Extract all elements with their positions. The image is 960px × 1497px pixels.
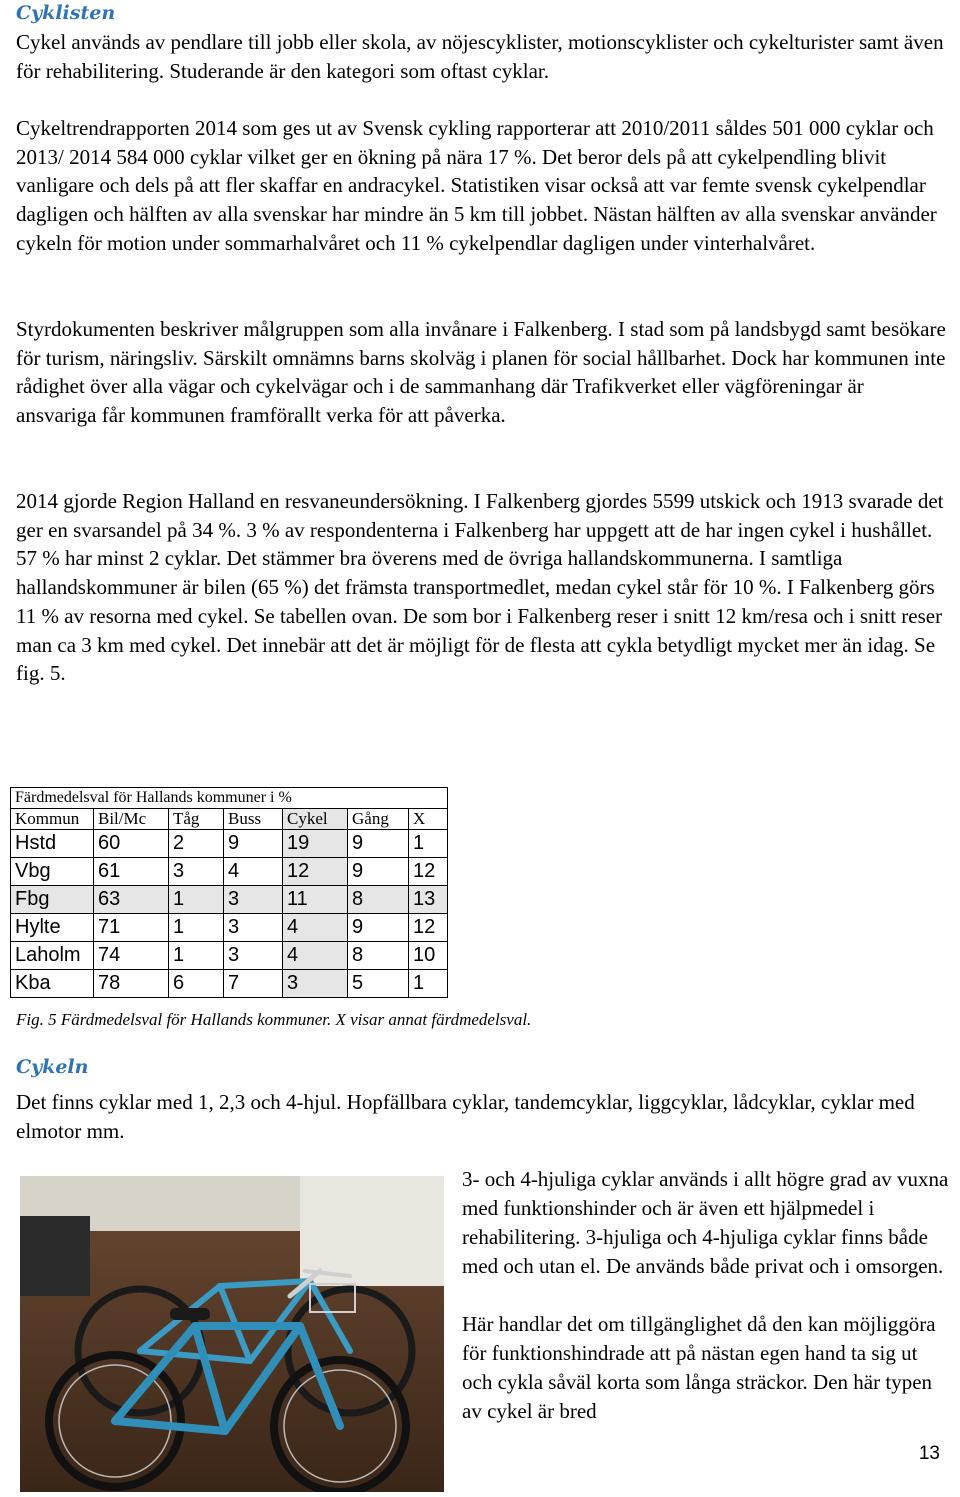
table-row (11, 970, 448, 998)
table-cell: 9 (348, 914, 409, 942)
side-paragraph-1: 3- och 4-hjuliga cyklar används i allt högre grad av vuxna med funktionshinder och är även ett hjälpmedel i rehabilitering. 3-hjuliga och 4-hjuliga cyklar finns både med och utan el. De används både privat och i omsorgen. (462, 1167, 949, 1278)
table-cell: 60 (94, 830, 169, 858)
table-cell: 61 (94, 858, 169, 886)
table-cell: 3 (169, 858, 224, 886)
paragraph-styrdokument: Styrdokumenten beskriver målgruppen som alla invånare i Falkenberg. I stad som på landsbygd samt besökare för turism, näringsliv. Särskilt omnämns barns skolväg i planen för social hållbarhet. Dock har kommunen inte rådighet över alla vägar och cykelvägar och i de sammanhang där Trafikverket eller vägföreningar är ansvariga får kommunen framförallt verka för att påverka. (16, 317, 946, 428)
page-number: 13 (918, 1443, 940, 1464)
table-cell: Laholm (11, 942, 94, 970)
table-header-cell: Kommun (11, 809, 94, 830)
table-cell: 1 (409, 830, 448, 858)
table-cell: 1 (169, 942, 224, 970)
section-heading-cyklisten: Cyklisten (16, 2, 116, 24)
table-header-cell: Buss (224, 809, 283, 830)
table-header-cell: Cykel (283, 809, 348, 830)
table-header-cell: X (409, 809, 448, 830)
table-cell: 1 (409, 970, 448, 998)
table-cell: 9 (348, 830, 409, 858)
table-cell: 13 (409, 886, 448, 914)
paragraph-intro: Cykel används av pendlare till jobb eller skola, av nöjescyklister, motionscyklister och cykelturister samt även för rehabilitering. Studerande är den kategori som oftast cyklar. (16, 30, 944, 83)
table-header-cell: Bil/Mc (94, 809, 169, 830)
table-cell: 78 (94, 970, 169, 998)
table-cell: 3 (224, 914, 283, 942)
table-cell: 6 (169, 970, 224, 998)
bicycle-photo (20, 1176, 444, 1492)
table-cell: 3 (224, 886, 283, 914)
table-row (11, 942, 448, 970)
paragraph-cykeltyper: Det finns cyklar med 1, 2,3 och 4-hjul. Hopfällbara cyklar, tandemcyklar, liggcyklar, lådcyklar, cyklar med elmotor mm. (16, 1090, 915, 1143)
table-cell: Fbg (11, 886, 94, 914)
table-cell: 8 (348, 886, 409, 914)
table-cell: 74 (94, 942, 169, 970)
figure-caption: Fig. 5 Färdmedelsval för Hallands kommuner. X visar annat färdmedelsval. (16, 1010, 532, 1029)
table-cell: 4 (283, 914, 348, 942)
table-header-row (11, 809, 448, 830)
table-cell: 3 (224, 942, 283, 970)
paragraph-cykeltrend: Cykeltrendrapporten 2014 som ges ut av Svensk cykling rapporterar att 2010/2011 såldes 501 000 cyklar och 2013/ 2014 584 000 cyklar vilket ger en ökning på nära 17 %. Det beror dels på att cykelpendling blivit vanligare och dels på att fler skaffar en andracykel. Statistiken visar också att var femte svensk cykelpendlar dagligen och hälften av alla svenskar har mindre än 5 km till jobbet. Nästan hälften av alla svenskar använder cykeln för motion under sommarhalvåret och 11 % cykelpendlar dagligen under vinterhalvåret. (16, 116, 937, 255)
table-row (11, 858, 448, 886)
section-heading-cykeln: Cykeln (16, 1056, 89, 1078)
table-cell: 3 (283, 970, 348, 998)
table-row (11, 914, 448, 942)
table-row-highlighted (11, 886, 448, 914)
table-cell: 9 (224, 830, 283, 858)
table-cell: 10 (409, 942, 448, 970)
table-cell: 9 (348, 858, 409, 886)
paragraph-resvaneundersokning: 2014 gjorde Region Halland en resvaneundersökning. I Falkenberg gjordes 5599 utskick och 1913 svarade det ger en svarsandel på 34 %. 3 % av respondenterna i Falkenberg har uppgett att de har ingen cykel i hushållet. 57 % har minst 2 cyklar. Det stämmer bra överens med de övriga hallandskommunerna. I samtliga hallandskommuner är bilen (65 %) det främsta transportmedlet, medan cykel står för 10 %. I Falkenberg görs 11 % av resorna med cykel. Se tabellen ovan. De som bor i Falkenberg reser i snitt 12 km/resa och i snitt reser man ca 3 km med cykel. Det innebär att det är möjligt för de flesta att cykla betydligt mycket mer än idag. Se fig. 5. (16, 489, 944, 686)
table-cell: Hstd (11, 830, 94, 858)
table-cell: 12 (409, 858, 448, 886)
table-cell: 19 (283, 830, 348, 858)
table-cell: 12 (283, 858, 348, 886)
table-row (11, 830, 448, 858)
table-title: Färdmedelsval för Hallands kommuner i % (11, 788, 448, 809)
table-cell: 1 (169, 914, 224, 942)
bicycle-illustration (20, 1176, 444, 1492)
table-cell: 4 (283, 942, 348, 970)
table-cell: 1 (169, 886, 224, 914)
side-paragraph-2: Här handlar det om tillgänglighet då den kan möjliggöra för funktionshindrade att på nästan egen hand ta sig ut och cykla såväl korta som långa sträckor. Den här typen av cykel är bred (462, 1312, 936, 1423)
table-cell: 63 (94, 886, 169, 914)
table-cell: 5 (348, 970, 409, 998)
table-cell: 8 (348, 942, 409, 970)
table-cell: 12 (409, 914, 448, 942)
table-cell: 71 (94, 914, 169, 942)
table-header-cell: Gång (348, 809, 409, 830)
travel-mode-table (10, 787, 448, 998)
table-cell: 4 (224, 858, 283, 886)
table-cell: Vbg (11, 858, 94, 886)
table-cell: 2 (169, 830, 224, 858)
table-cell: 11 (283, 886, 348, 914)
table-cell: Kba (11, 970, 94, 998)
table-cell: 7 (224, 970, 283, 998)
table-cell: Hylte (11, 914, 94, 942)
table-header-cell: Tåg (169, 809, 224, 830)
